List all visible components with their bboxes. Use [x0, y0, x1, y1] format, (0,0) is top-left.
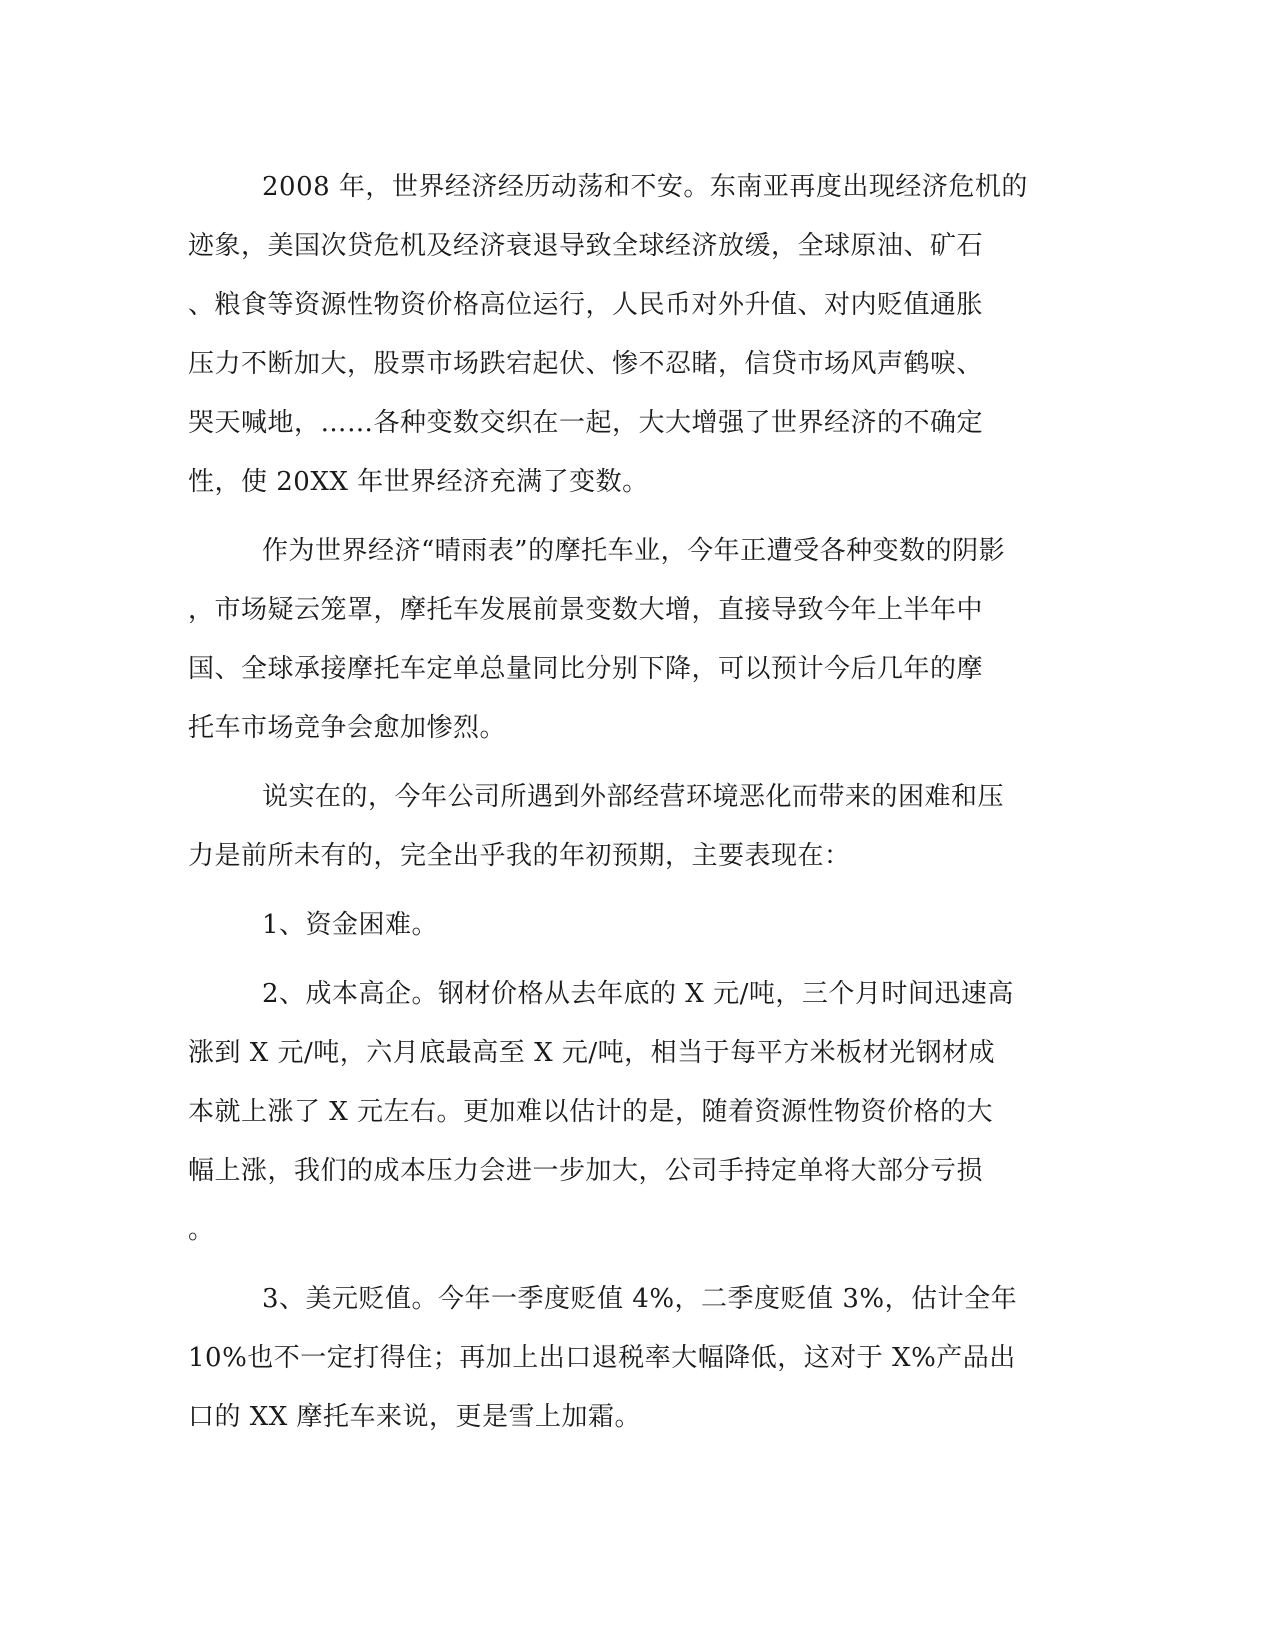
text-line: 幅上涨，我们的成本压力会进一步加大，公司手持定单将大部分亏损: [188, 1156, 984, 1186]
paragraph-2: [188, 522, 1088, 758]
text-line: 国、全球承接摩托车定单总量同比分别下降，可以预计今后几年的摩: [188, 654, 984, 684]
text-line: 力是前所未有的，完全出乎我的年初预期，主要表现在：: [188, 841, 851, 871]
paragraph-1: [188, 158, 1088, 512]
text-line: 作为世界经济“晴雨表”的摩托车业，今年正遭受各种变数的阴影: [262, 536, 1006, 566]
text-line: 哭天喊地，……各种变数交织在一起，大大增强了世界经济的不确定: [188, 408, 984, 438]
text-line: 2008 年，世界经济经历动荡和不安。东南亚再度出现经济危机的: [262, 172, 1028, 202]
text-line: 迹象，美国次贷危机及经济衰退导致全球经济放缓，全球原油、矿石: [188, 231, 984, 261]
text-line: 、粮食等资源性物资价格高位运行，人民币对外升值、对内贬值通胀: [188, 290, 984, 320]
text-line: 口的 XX 摩托车来说，更是雪上加霜。: [188, 1402, 642, 1432]
text-line: 托车市场竞争会愈加惨烈。: [188, 713, 507, 743]
text-line: 涨到 X 元/吨，六月底最高至 X 元/吨，相当于每平方米板材光钢材成: [188, 1038, 996, 1068]
text-line: 。: [188, 1215, 215, 1245]
list-item-3: [188, 1270, 1088, 1447]
text-line: 本就上涨了 X 元左右。更加难以估计的是，随着资源性物资价格的大: [188, 1097, 994, 1127]
list-item-1: [188, 896, 1088, 955]
text-line: ，市场疑云笼罩，摩托车发展前景变数大增，直接导致今年上半年中: [188, 595, 984, 625]
text-line: 10%也不一定打得住；再加上出口退税率大幅降低，这对于 X%产品出: [188, 1343, 1016, 1373]
text-line: 1、资金困难。: [262, 910, 439, 940]
text-line: 说实在的，今年公司所遇到外部经营环境恶化而带来的困难和压: [262, 782, 1005, 812]
text-line: 性，使 20XX 年世界经济充满了变数。: [188, 467, 649, 497]
text-line: 3、美元贬值。今年一季度贬值 4%，二季度贬值 3%，估计全年: [262, 1284, 1018, 1314]
document-body: [188, 158, 1088, 1447]
list-item-2: [188, 965, 1088, 1260]
text-line: 压力不断加大，股票市场跌宕起伏、惨不忍睹，信贷市场风声鹤唳、: [188, 349, 984, 379]
text-line: 2、成本高企。钢材价格从去年底的 X 元/吨，三个月时间迅速高: [262, 979, 1014, 1009]
paragraph-3: [188, 768, 1088, 886]
